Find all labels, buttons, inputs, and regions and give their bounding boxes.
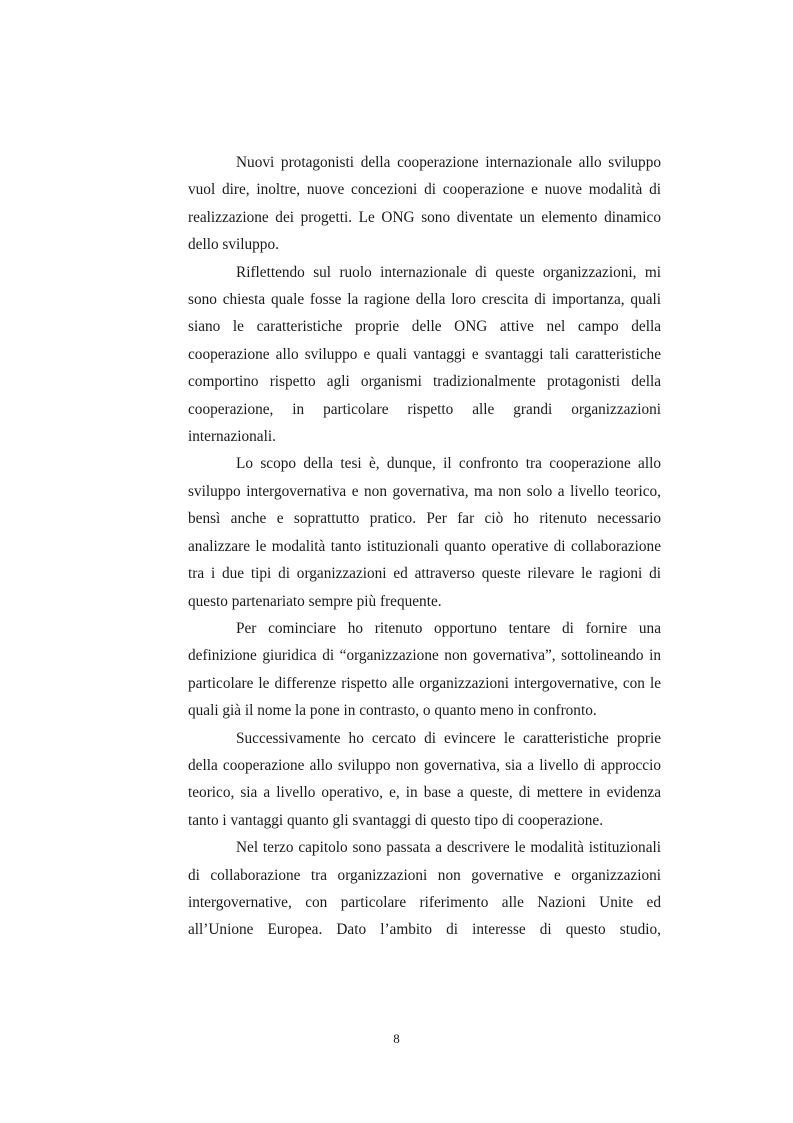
page-number: 8	[393, 1031, 400, 1046]
paragraph-4: Per cominciare ho ritenuto opportuno tentare di fornire una definizione giuridica di “organizzazione non governativa”, sottolineando in particolare le differenze rispetto alle organizzazioni intergovernative, con le quali già il nome la pone in contrasto, o quanto meno in confronto.	[188, 619, 661, 720]
paragraph-2: Riflettendo sul ruolo internazionale di queste organizzazioni, mi sono chiesta quale fosse la ragione della loro crescita di importanza, quali siano le caratteristiche proprie delle ONG attive nel campo della cooperazione allo sviluppo e quali vantaggi e svantaggi tali caratteristiche comportino rispetto agli organismi tradizionalmente protagonisti della cooperazione, in particolare rispetto alle grandi organizzazioni internazionali.	[188, 263, 661, 446]
paragraph-6: Nel terzo capitolo sono passata a descrivere le modalità istituzionali di collaborazione tra organizzazioni non governative e organizzazioni intergovernative, con particolare riferimento alle Nazioni Unite ed all’Unione Europea. Dato l’ambito di interesse di questo studio,	[188, 839, 661, 939]
paragraph-3: Lo scopo della tesi è, dunque, il confronto tra cooperazione allo sviluppo intergovernativa e non governativa, ma non solo a livello teorico, bensì anche e soprattutto pratico. Per far ciò ho ritenuto necessario analizzare le modalità tanto istituzionali quanto operative di collaborazione tra i due tipi di organizzazioni ed attraverso queste rilevare le ragioni di questo partenariato sempre più frequente.	[188, 455, 661, 610]
paragraph-5: Successivamente ho cercato di evincere le caratteristiche proprie della cooperazione allo sviluppo non governativa, sia a livello di approccio teorico, sia a livello operativo, e, in base a queste, di mettere in evidenza tanto i vantaggi quanto gli svantaggi di questo tipo di cooperazione.	[188, 729, 661, 829]
paragraph-1: Nuovi protagonisti della cooperazione internazionale allo sviluppo vuol dire, inoltre, nuove concezioni di cooperazione e nuove modalità di realizzazione dei progetti. Le ONG sono diventate un elemento dinamico dello sviluppo.	[188, 154, 661, 254]
body-text	[188, 149, 661, 944]
